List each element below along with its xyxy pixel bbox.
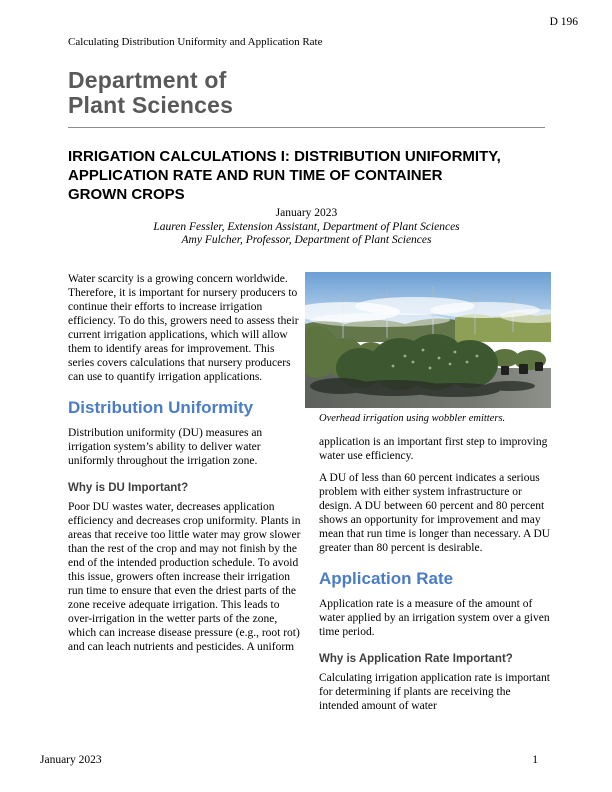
- masthead-line-1: Department of: [68, 67, 227, 93]
- masthead-line-2: Plant Sciences: [68, 92, 234, 118]
- section-heading-application-rate: Application Rate: [319, 569, 454, 588]
- title-line-1: IRRIGATION CALCULATIONS I: DISTRIBUTION UNIFORMITY,: [68, 148, 501, 165]
- title-line-3: GROWN CROPS: [68, 186, 185, 203]
- byline-author-1: Lauren Fessler, Extension Assistant, Department of Plant Sciences: [153, 220, 460, 233]
- two-column-body: [68, 272, 552, 721]
- title-line-2: APPLICATION RATE AND RUN TIME OF CONTAINER: [68, 167, 443, 184]
- intro-paragraph: Water scarcity is a growing concern worldwide. Therefore, it is important for nursery producers to continue their efforts to increase irrigation efficiency. To do this, growers need to assess their current irrigation applications, which will allow them to identify areas for improvement. This series covers calculations that nursery producers can use to quantify irrigation applications.: [68, 273, 299, 383]
- du-intro-paragraph: Distribution uniformity (DU) measures an irrigation system’s ability to deliver water uniformly throughout the irrigation zone.: [68, 427, 263, 467]
- byline: [68, 207, 545, 248]
- footer-page-number: 1: [532, 754, 538, 766]
- subheading-why-du-important: Why is DU Important?: [68, 482, 189, 494]
- du-body-paragraph: Poor DU wastes water, decreases application efficiency and decreases crop uniformity. Plants in areas that receive too little water may grow slower than the rest of the crop and may not finish by the end of the intended production schedule. To avoid this issue, growers often increase their irrigation run time to ensure that even the driest parts of the zone receive adequate irrigation. This leads to over-irrigation in the wetter parts of the zone, which can increase disease pressure (e.g., root rot) and can leach nutrients and pesticides. A uniform: [68, 501, 301, 653]
- byline-date: January 2023: [275, 207, 338, 219]
- page-footer: [40, 754, 538, 766]
- left-column: [68, 272, 301, 721]
- continuation-paragraph: application is an important first step to improving water use efficiency.: [319, 436, 548, 462]
- running-header: Calculating Distribution Uniformity and Application Rate: [68, 36, 323, 48]
- ar-body-paragraph: Calculating irrigation application rate is important for determining if plants are receiving the intended amount of water: [319, 672, 550, 712]
- footer-date: January 2023: [40, 754, 102, 766]
- doc-number: D 196: [549, 16, 578, 28]
- masthead-rule: [68, 127, 545, 128]
- nursery-irrigation-photo: [305, 272, 551, 408]
- photo-caption: Overhead irrigation using wobbler emitters.: [319, 413, 506, 424]
- du-levels-paragraph: A DU of less than 60 percent indicates a serious problem with either system infrastructure or design. A DU between 60 percent and 80 percent shows an opportunity for improvement and may mean that run time is longer than necessary. A DU greater than 80 percent is desirable.: [319, 472, 551, 554]
- section-heading-distribution-uniformity: Distribution Uniformity: [68, 398, 254, 417]
- byline-author-2: Amy Fulcher, Professor, Department of Plant Sciences: [181, 234, 432, 246]
- ar-intro-paragraph: Application rate is a measure of the amount of water applied by an irrigation system over a given time period.: [319, 598, 550, 638]
- subheading-why-application-rate-important: Why is Application Rate Important?: [319, 653, 513, 665]
- page-title: [68, 147, 501, 204]
- masthead: [68, 68, 233, 118]
- right-column: [319, 272, 552, 721]
